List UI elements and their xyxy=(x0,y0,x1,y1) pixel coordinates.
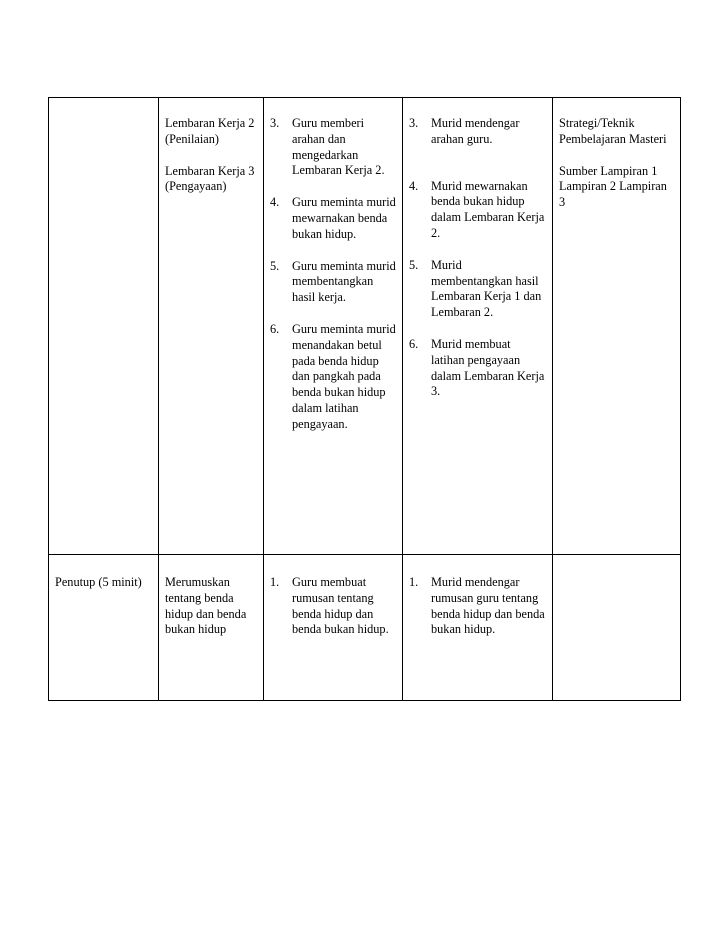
step-number: 6. xyxy=(270,321,280,336)
student-step xyxy=(409,575,546,638)
table-row xyxy=(49,555,681,701)
stage-cell xyxy=(49,98,159,555)
notes-cell xyxy=(553,98,681,555)
student-step xyxy=(409,179,546,242)
content-cell xyxy=(159,98,264,555)
teacher-activity-cell xyxy=(264,98,403,555)
student-step xyxy=(409,258,546,321)
step-number: 3. xyxy=(270,116,280,130)
step-text: Murid mendengar rumusan guru tentang benda hidup dan benda bukan hidup. xyxy=(431,575,545,637)
step-number: 3. xyxy=(409,116,419,130)
notes-cell xyxy=(553,555,681,701)
step-text: Guru meminta murid menandakan betul pada benda hidup dan pangkah pada benda bukan hidup dalam latihan pengayaan. xyxy=(292,321,396,431)
table-row xyxy=(49,98,681,555)
step-text: Murid membentangkan hasil Lembaran Kerja 1 dan Lembaran 2. xyxy=(431,257,542,320)
content-cell xyxy=(159,555,264,701)
teacher-step xyxy=(270,195,396,242)
student-step xyxy=(409,116,546,148)
student-activity-cell xyxy=(403,555,553,701)
teacher-step xyxy=(270,116,396,179)
content-item: Merumuskan tentang benda hidup dan benda bukan hidup xyxy=(165,575,247,637)
strategy-note: Strategi/Teknik Pembelajaran Masteri xyxy=(559,116,667,146)
step-text: Guru meminta murid membentangkan hasil kerja. xyxy=(292,258,396,305)
step-number: 1. xyxy=(270,575,280,589)
student-step xyxy=(409,337,546,400)
teacher-step xyxy=(270,575,396,638)
step-text: Murid membuat latihan pengayaan dalam Lembaran Kerja 3. xyxy=(431,336,545,399)
step-number: 6. xyxy=(409,336,419,351)
teacher-step xyxy=(270,259,396,306)
content-item: Lembaran Kerja 2 (Penilaian) xyxy=(165,116,255,146)
step-text: Murid mendengar arahan guru. xyxy=(431,116,520,146)
step-text: Guru memberi arahan dan mengedarkan Lembaran Kerja 2. xyxy=(292,116,385,178)
step-number: 4. xyxy=(409,178,419,193)
step-text: Murid mewarnakan benda bukan hidup dalam Lembaran Kerja 2. xyxy=(431,178,545,240)
content-item: Lembaran Kerja 3 (Pengayaan) xyxy=(165,163,255,194)
stage-cell: Penutup (5 minit) xyxy=(49,555,159,701)
step-text: Guru meminta murid mewarnakan benda bukan hidup. xyxy=(292,195,396,241)
teacher-step xyxy=(270,322,396,433)
step-number: 1. xyxy=(409,575,419,589)
lesson-plan-table xyxy=(48,97,681,701)
teacher-activity-cell xyxy=(264,555,403,701)
step-text: Guru membuat rumusan tentang benda hidup dan benda bukan hidup. xyxy=(292,575,389,637)
step-number: 4. xyxy=(270,195,280,210)
student-activity-cell xyxy=(403,98,553,555)
step-number: 5. xyxy=(409,257,419,272)
resource-note: Sumber Lampiran 1 Lampiran 2 Lampiran 3 xyxy=(559,163,667,210)
step-number: 5. xyxy=(270,258,280,273)
